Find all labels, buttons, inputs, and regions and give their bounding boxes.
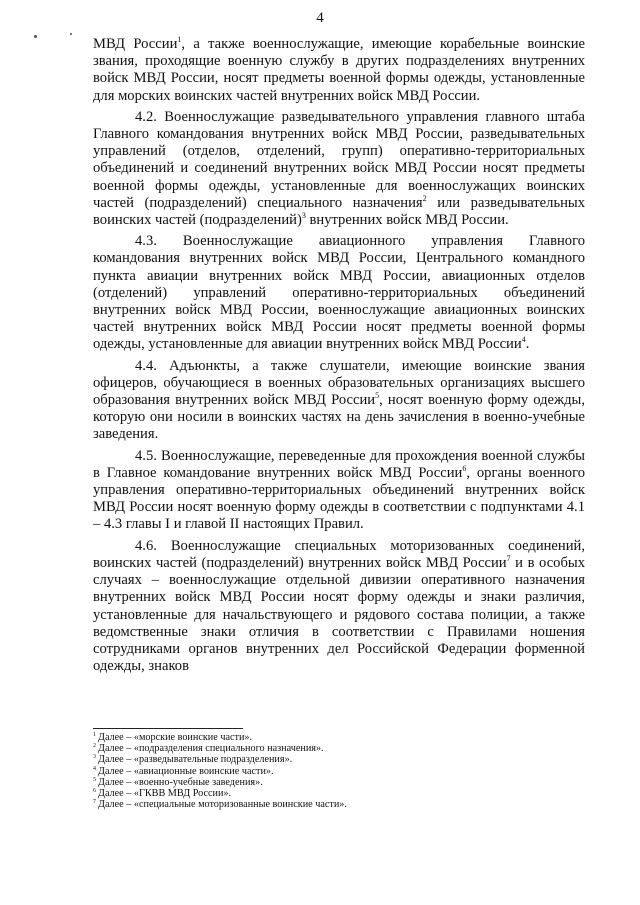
paragraph-text: 4.2. Военнослужащие разведывательного управления главного штаба Главного командования внутренних войск МВД России, разведывательных управлений (отделов, отделений, групп) оперативно-территориальных объединений и соединений внутренних войск МВД России носят предметы военной формы одежды, установленные для военнослужащих воинских частей (подразделений) специального назначения	[93, 108, 585, 211]
footnote-ref: 1	[177, 35, 182, 44]
footnote-item	[93, 799, 573, 810]
footnote-ref: 6	[462, 463, 467, 473]
paragraph-text: 4.6. Военнослужащие специальных моторизованных соединений, воинских частей (подразделений) внутренних войск МВД России	[93, 537, 585, 571]
footnote-text: Далее – «ГКВВ МВД России».	[98, 788, 232, 800]
paragraph-text: 4.4. Адъюнкты, а также слушатели, имеющие воинские звания офицеров, обучающиеся в военных образовательных организациях высшего образования внутренних войск МВД России	[93, 357, 585, 409]
body-text	[93, 36, 585, 679]
footnote-text: Далее – «подразделения специального назначения».	[98, 743, 324, 755]
footnote-number: 3	[93, 754, 96, 761]
paragraph-text: 4.3. Военнослужащие авиационного управления Главного командования внутренних войск МВД России, Центрального командного пункта авиации внутренних войск МВД России, авиационных отделов (отделений) управлений оперативно-территориальных объединений внутренних войск МВД России, военнослужащие авиационных воинских частей внутренних войск МВД России носят предметы военной формы одежды, установленные для авиации внутренних войск МВД России	[93, 233, 585, 353]
paragraph-text: , носят военную форму одежды, которую они носили в воинских частях на день зачисления в военно-учебные заведения.	[93, 392, 585, 443]
footnote-item	[93, 743, 573, 754]
paragraph-text: , а также военнослужащие, имеющие корабельные воинские звания, проходящие военную службу в других подразделениях внутренних войск МВД России, носят предметы военной формы одежды, установленные для морских воинских частей внутренних войск МВД России.	[93, 36, 585, 104]
footnote-number: 5	[93, 776, 96, 783]
scan-speck	[70, 33, 72, 35]
footnote-text: Далее – «морские воинские части».	[98, 732, 253, 743]
footnotes	[93, 732, 573, 810]
footnote-separator	[93, 728, 243, 729]
footnote-ref: 4	[521, 335, 526, 345]
page-number: 4	[316, 10, 324, 26]
footnote-number: 6	[93, 788, 96, 795]
footnote-ref: 7	[506, 553, 511, 563]
footnote-item	[93, 732, 573, 743]
paragraph-4-3	[93, 233, 585, 353]
footnote-text: Далее – «разведывательные подразделения».	[98, 754, 293, 766]
paragraph-cont	[93, 36, 585, 105]
footnote-text: Далее – «военно-учебные заведения».	[98, 776, 263, 788]
paragraph-text: и в особых случаях – военнослужащие отдельной дивизии оперативного назначения внутренних войск МВД России носят форму одежды и знаки различия, установленные для начальствующего и рядового состава полиции, а также ведомственные знаки отличия в соответствии с Правилами ношения сотрудниками органов внутренних дел Российской Федерации форменной одежды, знаков	[93, 554, 585, 675]
paragraph-text: или разведывательных воинских частей (подразделений)	[93, 194, 586, 229]
footnote-ref: 5	[375, 391, 380, 401]
paragraph-4-5	[93, 448, 585, 534]
paragraph-text: .	[525, 336, 530, 353]
scan-speck	[34, 35, 37, 38]
footnote-item	[93, 754, 573, 765]
footnote-item	[93, 766, 573, 777]
footnote-item	[93, 788, 573, 799]
footnote-text: Далее – «авиационные воинские части».	[98, 765, 274, 777]
paragraph-text: МВД России	[93, 36, 178, 52]
paragraph-4-6	[93, 538, 585, 676]
footnote-ref: 2	[422, 193, 427, 203]
footnote-number: 2	[93, 743, 96, 750]
footnote-item	[93, 777, 573, 788]
paragraph-text: 4.5. Военнослужащие, переведенные для прохождения военной службы в Главное командование внутренних войск МВД России	[93, 447, 585, 481]
footnote-number: 7	[93, 799, 96, 806]
footnote-text: Далее – «специальные моторизованные воинские части».	[98, 799, 347, 811]
footnote-number: 1	[93, 732, 96, 738]
footnote-ref: 3	[301, 211, 306, 221]
paragraph-text: внутренних войск МВД России.	[305, 212, 509, 229]
paragraph-text: , органы военного управления оперативно-территориальных объединений внутренних войск МВД России носят военную форму одежды в соответствии с подпунктами 4.1 – 4.3 главы I и главой II настоящих Правил.	[93, 464, 586, 533]
paragraph-4-2	[93, 109, 585, 229]
footnote-number: 4	[93, 765, 96, 772]
paragraph-4-4	[93, 358, 585, 444]
